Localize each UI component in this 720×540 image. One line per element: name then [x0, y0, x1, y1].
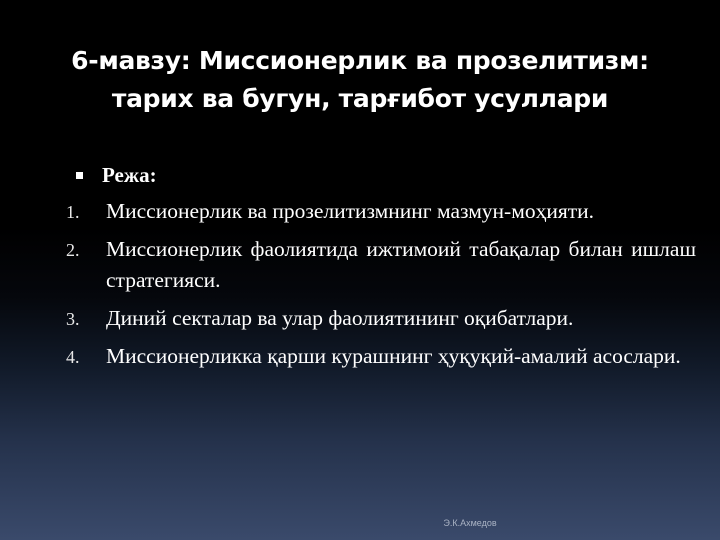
plan-heading-row — [76, 160, 157, 190]
list-item — [66, 196, 696, 227]
square-bullet-icon — [76, 172, 83, 179]
plan-heading: Режа: — [102, 162, 157, 187]
title-line-1: 6-мавзу: Миссионерлик ва прозелитизм: — [71, 46, 649, 75]
item-text: Диний секталар ва улар фаолиятининг оқибатлари. — [106, 306, 574, 330]
list-item — [66, 303, 696, 334]
list-item — [66, 234, 696, 296]
title-line-2: тарих ва бугун, тарғибот усуллари — [111, 84, 609, 113]
footer-author: Э.К.Ахмедов — [443, 518, 497, 528]
item-text: Миссионерлик ва прозелитизмнинг мазмун-моҳияти. — [106, 199, 594, 223]
item-number: 1. — [66, 202, 80, 222]
item-text: Миссионерликка қарши курашнинг ҳуқуқий-амалий асослари. — [106, 344, 681, 368]
item-text: Миссионерлик фаолиятида ижтимоий табақалар билан ишлаш стратегияси. — [106, 237, 696, 292]
item-number: 2. — [66, 240, 80, 260]
list-item — [66, 341, 696, 372]
slide-title — [20, 42, 700, 118]
item-number: 4. — [66, 347, 80, 367]
plan-list — [66, 196, 696, 379]
item-number: 3. — [66, 309, 80, 329]
